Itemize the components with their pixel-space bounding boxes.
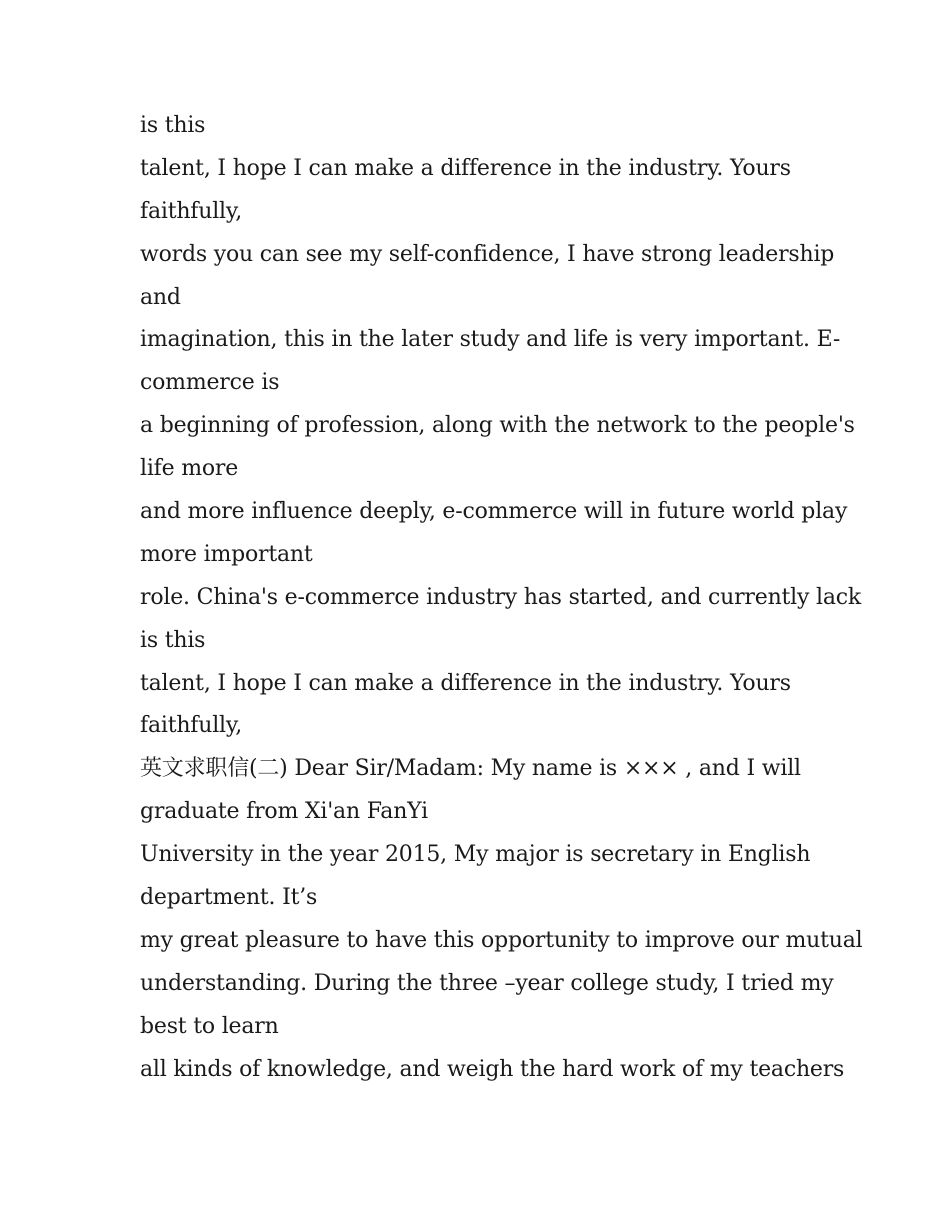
text-line: commerce is [140,370,280,396]
text-line: more important [140,541,313,567]
text-line: my great pleasure to have this opportunity to improve our mutual [140,927,863,953]
text-line: faithfully, [140,198,242,224]
text-line: department. It’s [140,885,318,911]
text-line: understanding. During the three –year college study, I tried my [140,970,834,996]
document-body [140,105,863,1091]
text-line: words you can see my self-confidence, I have strong leadership [140,241,835,267]
text-line: is this [140,113,206,138]
text-line: and more influence deeply, e-commerce will in future world play [140,499,848,525]
text-line: life more [140,456,239,482]
text-line: University in the year 2015, My major is secretary in English [140,842,811,868]
text-line: 英文求职信(二) Dear Sir/Madam: My name is ××× , and I will [140,756,801,782]
text-line: faithfully, [140,713,242,739]
text-line: talent, I hope I can make a difference in the industry. Yours [140,670,791,696]
text-line: graduate from Xi'an FanYi [140,799,428,825]
text-line: imagination, this in the later study and life is very important. E- [140,327,841,353]
text-line: a beginning of profession, along with the network to the people's [140,413,855,439]
text-line: all kinds of knowledge, and weigh the hard work of my teachers [140,1056,845,1082]
text-line: and [140,284,181,310]
text-line: talent, I hope I can make a difference in the industry. Yours [140,155,791,181]
text-line: best to learn [140,1013,279,1039]
text-line: role. China's e-commerce industry has started, and currently lack [140,584,862,610]
text-line: is this [140,627,206,653]
